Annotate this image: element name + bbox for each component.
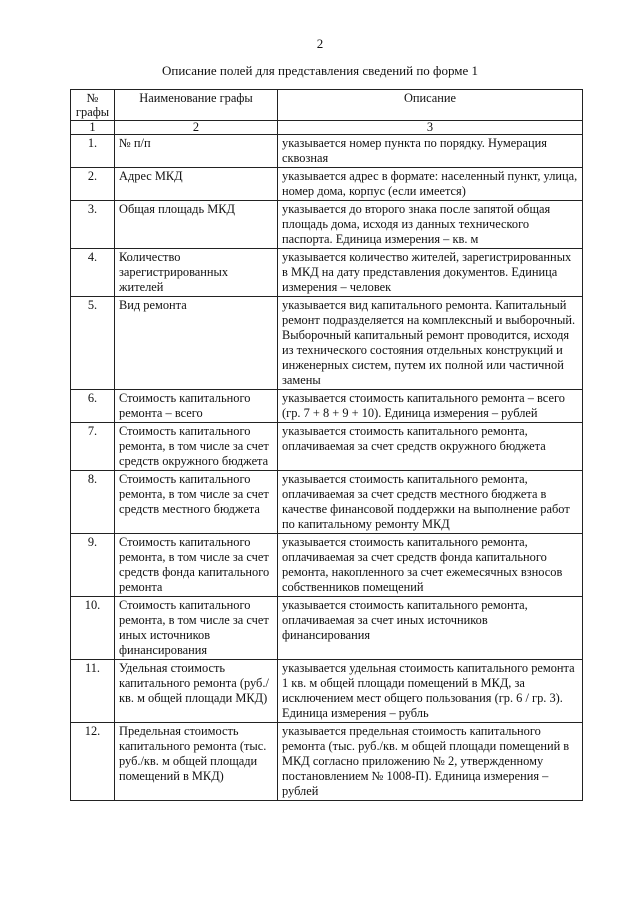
row-number: 1. bbox=[71, 135, 115, 168]
table-row bbox=[71, 423, 583, 471]
row-description: указывается стоимость капитального ремонта, оплачиваемая за счет иных источников финансирования bbox=[278, 597, 583, 660]
table-row bbox=[71, 660, 583, 723]
row-field-name: Предельная стоимость капитального ремонта (тыс. руб./кв. м общей площади помещений в МКД) bbox=[115, 723, 278, 801]
row-field-name: Стоимость капитального ремонта, в том числе за счет средств окружного бюджета bbox=[115, 423, 278, 471]
row-description: указывается удельная стоимость капитального ремонта 1 кв. м общей площади помещений в МКД, за исключением мест общего пользования (гр. 6 / гр. 3). Единица измерения – рубль bbox=[278, 660, 583, 723]
row-description: указывается стоимость капитального ремонта, оплачиваемая за счет средств окружного бюджета bbox=[278, 423, 583, 471]
row-number: 12. bbox=[71, 723, 115, 801]
document-title: Описание полей для представления сведений по форме 1 bbox=[161, 63, 479, 78]
row-description: указывается номер пункта по порядку. Нумерация сквозная bbox=[278, 135, 583, 168]
row-field-name: Удельная стоимость капитального ремонта (руб./кв. м общей площади МКД) bbox=[115, 660, 278, 723]
row-description: указывается стоимость капитального ремонта, оплачиваемая за счет средств местного бюджета в качестве финансовой поддержки на выполнение работ по капитальному ремонту МКД bbox=[278, 471, 583, 534]
table-row bbox=[71, 168, 583, 201]
row-number: 3. bbox=[71, 201, 115, 249]
row-number: 5. bbox=[71, 297, 115, 390]
table-row bbox=[71, 534, 583, 597]
header-column-number: № графы bbox=[71, 90, 115, 121]
row-number: 10. bbox=[71, 597, 115, 660]
row-field-name: Вид ремонта bbox=[115, 297, 278, 390]
table-row bbox=[71, 201, 583, 249]
table-row bbox=[71, 471, 583, 534]
page-number: 2 bbox=[316, 36, 324, 51]
index-cell: 2 bbox=[115, 121, 278, 135]
row-field-name: Количество зарегистрированных жителей bbox=[115, 249, 278, 297]
table-row bbox=[71, 723, 583, 801]
table-row bbox=[71, 297, 583, 390]
table-row bbox=[71, 135, 583, 168]
fields-description-table bbox=[70, 89, 583, 801]
row-description: указывается до второго знака после запятой общая площадь дома, исходя из данных технического паспорта. Единица измерения – кв. м bbox=[278, 201, 583, 249]
row-field-name: Общая площадь МКД bbox=[115, 201, 278, 249]
row-description: указывается количество жителей, зарегистрированных в МКД на дату представления документов. Единица измерения – человек bbox=[278, 249, 583, 297]
row-number: 11. bbox=[71, 660, 115, 723]
row-field-name: Стоимость капитального ремонта – всего bbox=[115, 390, 278, 423]
row-number: 2. bbox=[71, 168, 115, 201]
index-cell: 3 bbox=[278, 121, 583, 135]
row-description: указывается адрес в формате: населенный пункт, улица, номер дома, корпус (если имеется) bbox=[278, 168, 583, 201]
table-row bbox=[71, 390, 583, 423]
row-number: 4. bbox=[71, 249, 115, 297]
row-number: 6. bbox=[71, 390, 115, 423]
row-description: указывается стоимость капитального ремонта, оплачиваемая за счет средств фонда капитального ремонта, накопленного за счет ежемесячных взносов собственников помещений bbox=[278, 534, 583, 597]
row-description: указывается вид капитального ремонта. Капитальный ремонт подразделяется на комплексный и выборочный. Выборочный капитальный ремонт проводится, исходя из технического состояния отдельных конструкций и инженерных систем, путем их полной или частичной замены bbox=[278, 297, 583, 390]
row-number: 9. bbox=[71, 534, 115, 597]
row-field-name: Стоимость капитального ремонта, в том числе за счет средств местного бюджета bbox=[115, 471, 278, 534]
row-field-name: Стоимость капитального ремонта, в том числе за счет иных источников финансирования bbox=[115, 597, 278, 660]
row-number: 8. bbox=[71, 471, 115, 534]
header-column-description: Описание bbox=[278, 90, 583, 121]
table-index-row bbox=[71, 121, 583, 135]
header-column-name: Наименование графы bbox=[115, 90, 278, 121]
table-row bbox=[71, 249, 583, 297]
row-number: 7. bbox=[71, 423, 115, 471]
table-row bbox=[71, 597, 583, 660]
row-field-name: Адрес МКД bbox=[115, 168, 278, 201]
row-field-name: № п/п bbox=[115, 135, 278, 168]
table-header-row bbox=[71, 90, 583, 121]
row-description: указывается предельная стоимость капитального ремонта (тыс. руб./кв. м общей площади помещений в МКД согласно приложению № 2, утвержденному постановлением № 1008-П). Единица измерения – рублей bbox=[278, 723, 583, 801]
row-field-name: Стоимость капитального ремонта, в том числе за счет средств фонда капитального ремонта bbox=[115, 534, 278, 597]
index-cell: 1 bbox=[71, 121, 115, 135]
row-description: указывается стоимость капитального ремонта – всего (гр. 7 + 8 + 9 + 10). Единица измерения – рублей bbox=[278, 390, 583, 423]
